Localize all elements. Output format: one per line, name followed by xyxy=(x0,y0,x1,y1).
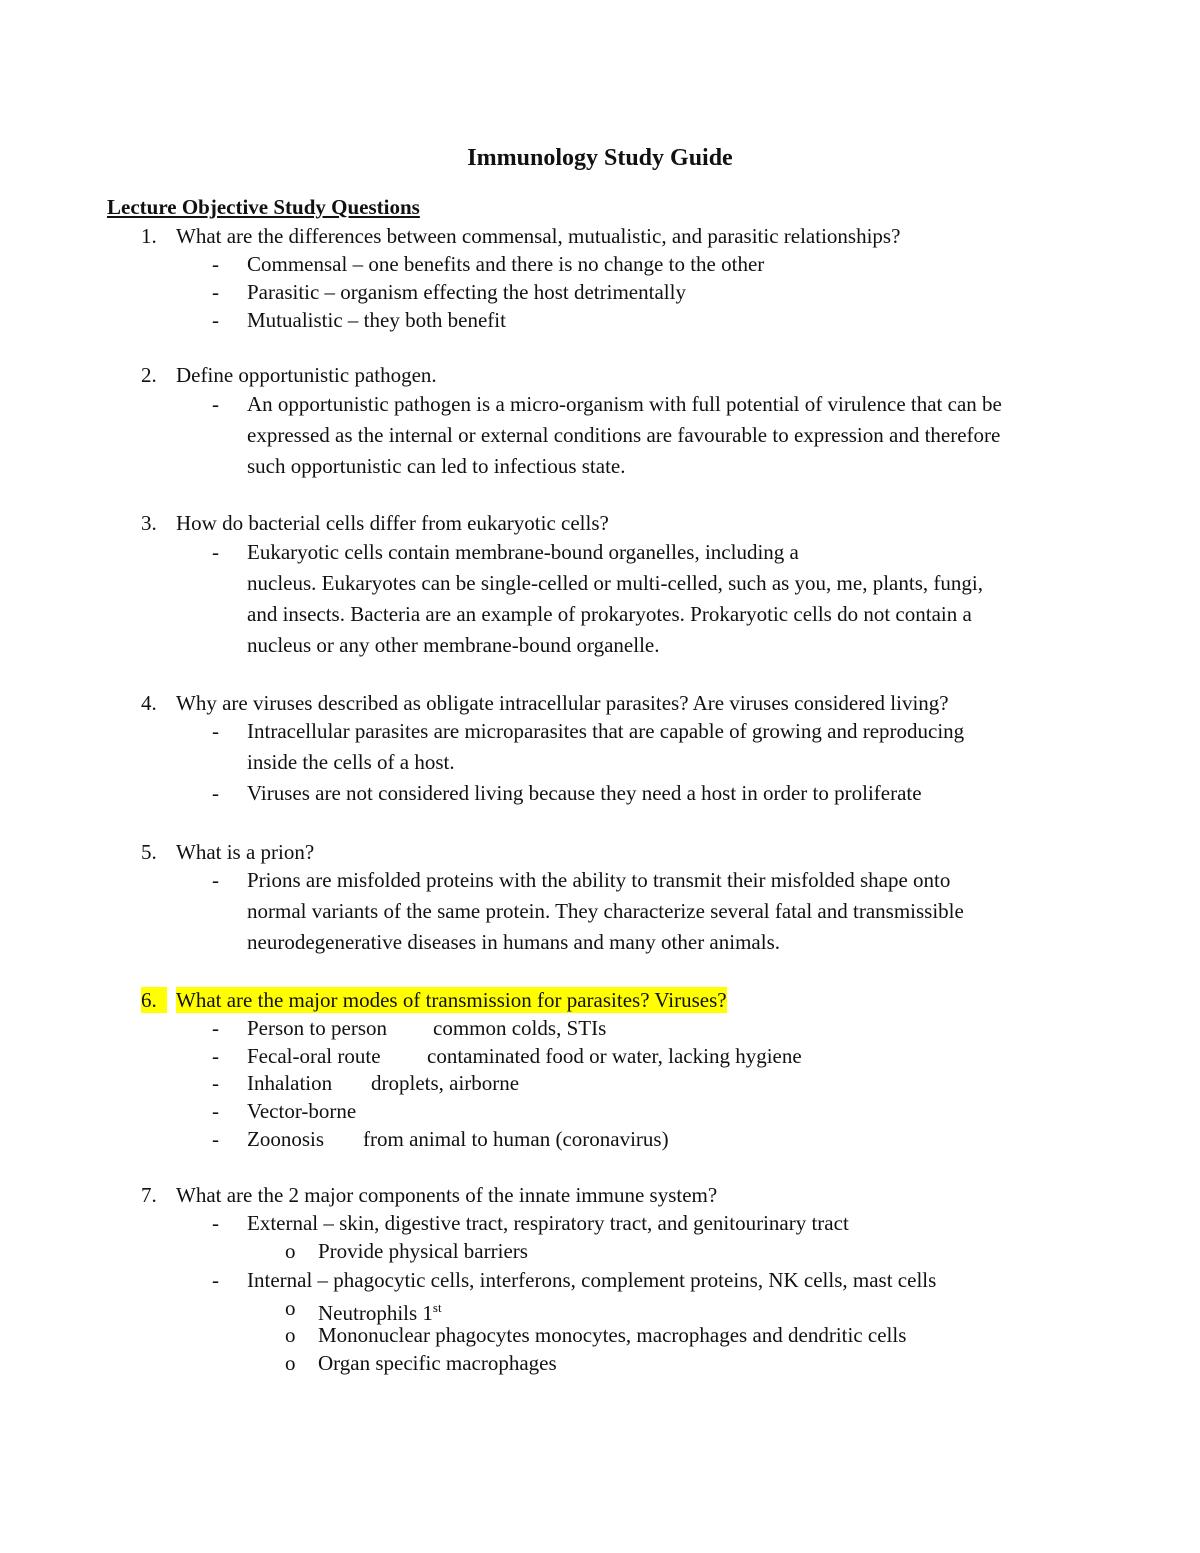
dash-bullet: - xyxy=(212,540,219,564)
dash-bullet: - xyxy=(212,1127,219,1151)
answer-text: Intracellular parasites are microparasites that are capable of growing and reproducing xyxy=(247,719,965,743)
question-number: 5. xyxy=(141,840,157,864)
mode-detail: contaminated food or water, lacking hygiene xyxy=(427,1044,802,1068)
neutrophils-text: Neutrophils 1 xyxy=(318,1301,433,1325)
answer-text: Eukaryotic cells contain membrane-bound organelles, including a xyxy=(247,540,799,564)
answer-text: Parasitic – organism effecting the host detrimentally xyxy=(247,280,686,304)
question-number: 3. xyxy=(141,511,157,535)
dash-bullet: - xyxy=(212,868,219,892)
dash-bullet: - xyxy=(212,1211,219,1235)
mode-name: Zoonosis xyxy=(247,1127,325,1151)
mode-name: Vector-borne xyxy=(247,1099,357,1123)
answer-text: normal variants of the same protein. They characterize several fatal and transmissible xyxy=(247,899,964,923)
dash-bullet: - xyxy=(212,392,219,416)
question-number: 7. xyxy=(141,1183,157,1207)
dash-bullet: - xyxy=(212,252,219,276)
question-text: Define opportunistic pathogen. xyxy=(176,363,437,387)
question-text: What are the 2 major components of the innate immune system? xyxy=(176,1183,718,1207)
dash-bullet: - xyxy=(212,719,219,743)
answer-text: Internal – phagocytic cells, interferons, complement proteins, NK cells, mast cells xyxy=(247,1268,937,1292)
answer-text: expressed as the internal or external conditions are favourable to expression and therefore xyxy=(247,423,1001,447)
ordinal-superscript: st xyxy=(432,1300,442,1315)
answer-text: External – skin, digestive tract, respiratory tract, and genitourinary tract xyxy=(247,1211,849,1235)
question-number: 6. xyxy=(141,987,167,1013)
question-text: What is a prion? xyxy=(176,840,315,864)
mode-detail: from animal to human (coronavirus) xyxy=(363,1127,669,1151)
question-number: 2. xyxy=(141,363,157,387)
sub-answer-text: Mononuclear phagocytes monocytes, macrophages and dendritic cells xyxy=(318,1323,907,1347)
answer-text: and insects. Bacteria are an example of prokaryotes. Prokaryotic cells do not contain a xyxy=(247,602,972,626)
circle-bullet: o xyxy=(285,1323,296,1347)
question-text: How do bacterial cells differ from eukaryotic cells? xyxy=(176,511,609,535)
answer-text: An opportunistic pathogen is a micro-organism with full potential of virulence that can be xyxy=(247,392,1002,416)
dash-bullet: - xyxy=(212,781,219,805)
question-number: 1. xyxy=(141,224,157,248)
question-text-highlighted: What are the major modes of transmission for parasites? Viruses? xyxy=(176,988,727,1012)
dash-bullet: - xyxy=(212,280,219,304)
question-number: 4. xyxy=(141,691,157,715)
dash-bullet: - xyxy=(212,1268,219,1292)
question-text: What are the differences between commensal, mutualistic, and parasitic relationships? xyxy=(176,224,901,248)
page-title: Immunology Study Guide xyxy=(467,145,733,171)
mode-name: Fecal-oral route xyxy=(247,1044,381,1068)
sub-answer-text: Provide physical barriers xyxy=(318,1239,528,1263)
answer-text: nucleus. Eukaryotes can be single-celled or multi-celled, such as you, me, plants, fungi, xyxy=(247,571,983,595)
answer-text: Commensal – one benefits and there is no change to the other xyxy=(247,252,765,276)
circle-bullet: o xyxy=(285,1239,296,1263)
dash-bullet: - xyxy=(212,1044,219,1068)
dash-bullet: - xyxy=(212,1071,219,1095)
dash-bullet: - xyxy=(212,1016,219,1040)
mode-detail: droplets, airborne xyxy=(371,1071,520,1095)
answer-text: nucleus or any other membrane-bound organelle. xyxy=(247,633,660,657)
section-heading: Lecture Objective Study Questions xyxy=(107,195,420,219)
dash-bullet: - xyxy=(212,308,219,332)
sub-answer-text: Organ specific macrophages xyxy=(318,1351,557,1375)
mode-name: Person to person xyxy=(247,1016,387,1040)
answer-text: Mutualistic – they both benefit xyxy=(247,308,506,332)
circle-bullet: o xyxy=(285,1351,296,1375)
dash-bullet: - xyxy=(212,1099,219,1123)
answer-text: such opportunistic can led to infectious state. xyxy=(247,454,626,478)
mode-detail: common colds, STIs xyxy=(433,1016,607,1040)
answer-text: neurodegenerative diseases in humans and many other animals. xyxy=(247,930,780,954)
answer-text: Viruses are not considered living because they need a host in order to proliferate xyxy=(247,781,922,805)
answer-text: inside the cells of a host. xyxy=(247,750,455,774)
question-text: Why are viruses described as obligate intracellular parasites? Are viruses considered living? xyxy=(176,691,949,715)
mode-name: Inhalation xyxy=(247,1071,333,1095)
circle-bullet: o xyxy=(285,1296,296,1320)
answer-text: Prions are misfolded proteins with the ability to transmit their misfolded shape onto xyxy=(247,868,951,892)
